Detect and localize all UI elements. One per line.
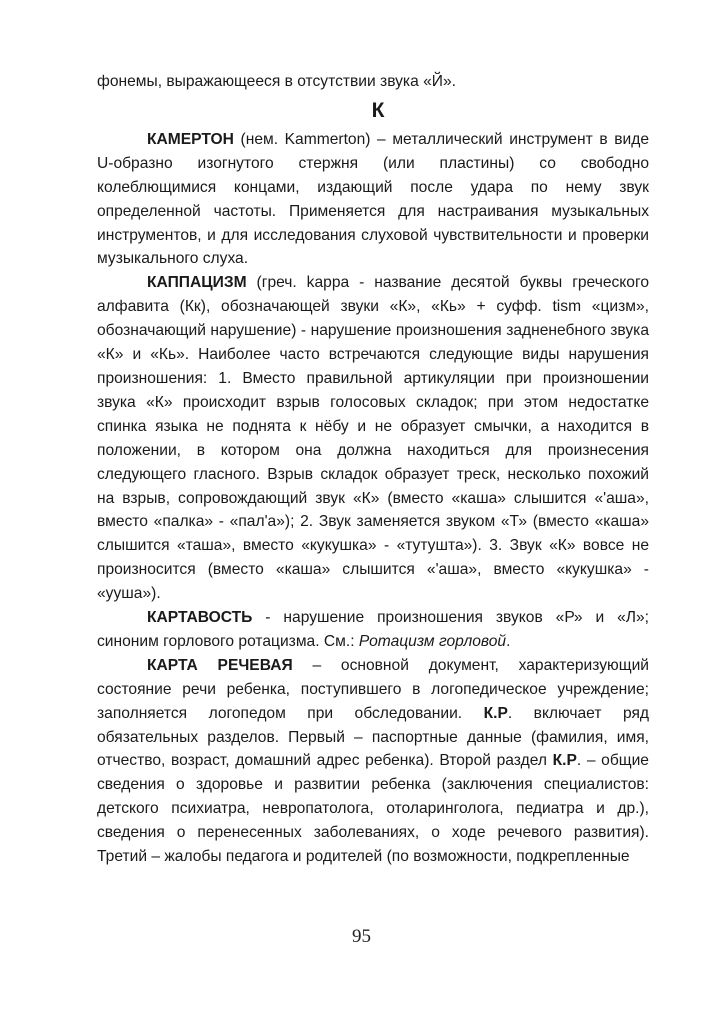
section-letter-heading: К xyxy=(371,98,385,122)
term-kamerton: КАМЕРТОН xyxy=(147,130,234,148)
entry-kappatsizm xyxy=(97,271,649,606)
definition-kamerton: (нем. Kammerton) – металлический инструмент в виде U-образно изогнутого стержня (или пластины) со свободно колеблющимися концами, издающий после удара по нему звук определенной частоты. Применяется для настраивания музыкальных инструментов, и для исследования слуховой чувствительности и проверки музыкального слуха. xyxy=(97,130,649,268)
definition-kartavost-end: . xyxy=(506,632,511,650)
entry-kamerton xyxy=(97,128,649,271)
abbreviation-kr-1: К.Р xyxy=(483,704,508,722)
definition-karta-part3: . – общие сведения о здоровье и развитии ребенка (заключения специалистов: детского психиатра, невропатолога, отоларинголога, педиатра и др.), сведения о перенесенных заболеваниях, о ходе речевого развития). Третий – жалобы педагога и родителей (по возможности, подкрепленные xyxy=(97,752,649,866)
page-number: 95 xyxy=(352,926,371,947)
cross-reference: Ротацизм горловой xyxy=(358,632,507,650)
definition-karta-part2: . включает ряд обязательных разделов. Первый – паспортные данные (фамилия, имя, отчество, возраст, домашний адрес ребенка). Второй раздел xyxy=(97,704,649,770)
term-kartavost: КАРТАВОСТЬ xyxy=(147,609,253,627)
definition-karta-part1: – основной документ, характеризующий состояние речи ребенка, поступившего в логопедическое учреждение; заполняется логопедом при обследовании. xyxy=(97,656,649,722)
entry-karta-rechevaya xyxy=(97,654,649,869)
term-kappatsizm: КАППАЦИЗМ xyxy=(147,274,247,292)
definition-kappatsizm: (греч. kappa - название десятой буквы греческого алфавита (Кк), обозначающей звуки «К», «Кь» + суфф. tism «цизм», обозначающий нарушение) - нарушение произношения задненебного звука «К» и «Кь». Наиболее часто встречаются следующие виды нарушения произношения: 1. Вместо правильной артикуляции при произношении звука «К» происходит взрыв голосовых складок; при этом недостатке спинка языка не поднята к нёбу и не образует смычки, а находится в положении, в котором она должна находиться для произнесения следующего гласного. Взрыв складок образует треск, несколько похожий на взрыв, сопровождающий звук «К» (вместо «каша» слышится «'аша», вместо «палка» - «пал'а»); 2. Звук заменяется звуком «Т» (вместо «каша» слышится «таша», вместо «кукушка» - «тутушта»). 3. Звук «К» вовсе не произносится (вместо «каша» слышится «'аша», вместо «кукушка» - «ууша»). xyxy=(97,274,649,603)
body-text xyxy=(97,70,649,869)
entry-kartavost xyxy=(97,606,649,654)
continuation-line: фонемы, выражающееся в отсутствии звука «Й». xyxy=(97,73,456,90)
definition-kartavost: - нарушение произношения звуков «Р» и «Л»; синоним горлового ротацизма. См.: xyxy=(97,609,649,650)
term-karta-rechevaya: КАРТА РЕЧЕВАЯ xyxy=(147,656,293,674)
abbreviation-kr-2: К.Р xyxy=(552,752,577,770)
